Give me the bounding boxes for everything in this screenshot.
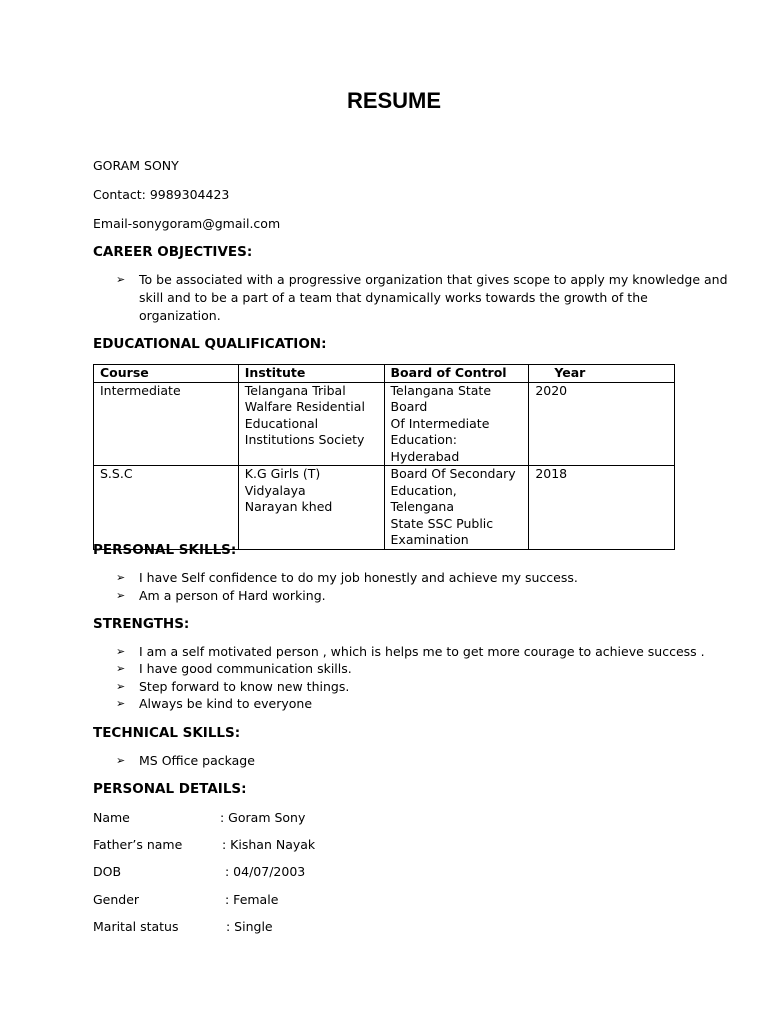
bullet-icon: ➢	[116, 645, 126, 658]
detail-label: Father’s name	[93, 837, 183, 852]
list-item: Always be kind to everyone	[139, 696, 313, 711]
detail-value: : Female	[225, 892, 279, 907]
detail-value: : 04/07/2003	[225, 864, 306, 879]
table-cell: S.S.C	[94, 466, 239, 550]
bullet-icon: ➢	[116, 273, 126, 286]
cell-line: K.G Girls (T) Vidyalaya	[244, 466, 321, 498]
column-header: Institute	[238, 365, 384, 383]
cell-line: Institutions Society	[244, 432, 365, 447]
bullet-icon: ➢	[116, 754, 126, 767]
career-line: skill and to be a part of a team that dynamically works towards the growth of the	[139, 290, 648, 305]
table-cell	[238, 382, 384, 466]
strengths-heading: STRENGTHS:	[93, 616, 190, 632]
cell-line: Telangana Tribal	[244, 382, 346, 398]
career-line: To be associated with a progressive organization that gives scope to apply my knowledge and	[139, 272, 728, 287]
detail-label: Marital status	[93, 919, 179, 934]
list-item: I am a self motivated person , which is helps me to get more courage to achieve success .	[139, 644, 705, 659]
table-cell: 2020	[529, 382, 675, 466]
bullet-icon: ➢	[116, 662, 126, 675]
cell-line: Of Intermediate	[390, 415, 490, 431]
technical-skills-heading: TECHNICAL SKILLS:	[93, 725, 241, 741]
table-cell: 2018	[529, 466, 675, 550]
cell-line: Examination	[390, 532, 469, 547]
table-cell	[384, 466, 529, 550]
detail-label: Name	[93, 810, 130, 825]
career-line: organization.	[139, 308, 221, 323]
cell-line: Narayan khed	[244, 499, 333, 514]
cell-line: Board Of Secondary	[390, 466, 516, 481]
cell-line: Walfare Residential	[244, 399, 365, 414]
personal-details-heading: PERSONAL DETAILS:	[93, 781, 247, 797]
table-cell	[238, 466, 384, 550]
list-item: Am a person of Hard working.	[139, 588, 326, 603]
cell-line: Telangana State Board	[390, 382, 492, 414]
personal-skills-heading: PERSONAL SKILLS:	[93, 542, 237, 558]
detail-value: : Single	[226, 919, 273, 934]
bullet-icon: ➢	[116, 680, 126, 693]
column-header: Year	[529, 365, 675, 383]
list-item: I have Self confidence to do my job honestly and achieve my success.	[139, 570, 578, 585]
table-cell: Intermediate	[94, 382, 239, 466]
bullet-icon: ➢	[116, 697, 126, 710]
bullet-icon: ➢	[116, 589, 126, 602]
bullet-icon: ➢	[116, 571, 126, 584]
cell-line: State SSC Public	[390, 515, 494, 531]
detail-value: : Kishan Nayak	[222, 837, 316, 852]
cell-line: Education: Hyderabad	[390, 432, 460, 464]
candidate-name: GORAM SONY	[93, 158, 179, 173]
contact-line: Contact: 9989304423	[93, 187, 230, 202]
education-heading: EDUCATIONAL QUALIFICATION:	[93, 336, 327, 352]
education-table	[93, 364, 675, 550]
email-line: Email-sonygoram@gmail.com	[93, 216, 281, 231]
column-header: Course	[94, 365, 239, 383]
detail-value: : Goram Sony	[220, 810, 306, 825]
column-header: Board of Control	[384, 365, 529, 383]
page-title: RESUME	[346, 88, 442, 113]
table-row	[94, 382, 675, 466]
cell-line: Educational	[244, 415, 319, 431]
cell-line: Education, Telengana	[390, 482, 457, 514]
table-row	[94, 466, 675, 550]
table-cell	[384, 382, 529, 466]
list-item: MS Office package	[139, 753, 255, 768]
detail-label: DOB	[93, 864, 122, 879]
career-objective-text	[139, 271, 728, 325]
list-item: I have good communication skills.	[139, 661, 352, 676]
table-header-row	[94, 365, 675, 383]
detail-label: Gender	[93, 892, 140, 907]
list-item: Step forward to know new things.	[139, 679, 350, 694]
career-objectives-heading: CAREER OBJECTIVES:	[93, 244, 253, 260]
